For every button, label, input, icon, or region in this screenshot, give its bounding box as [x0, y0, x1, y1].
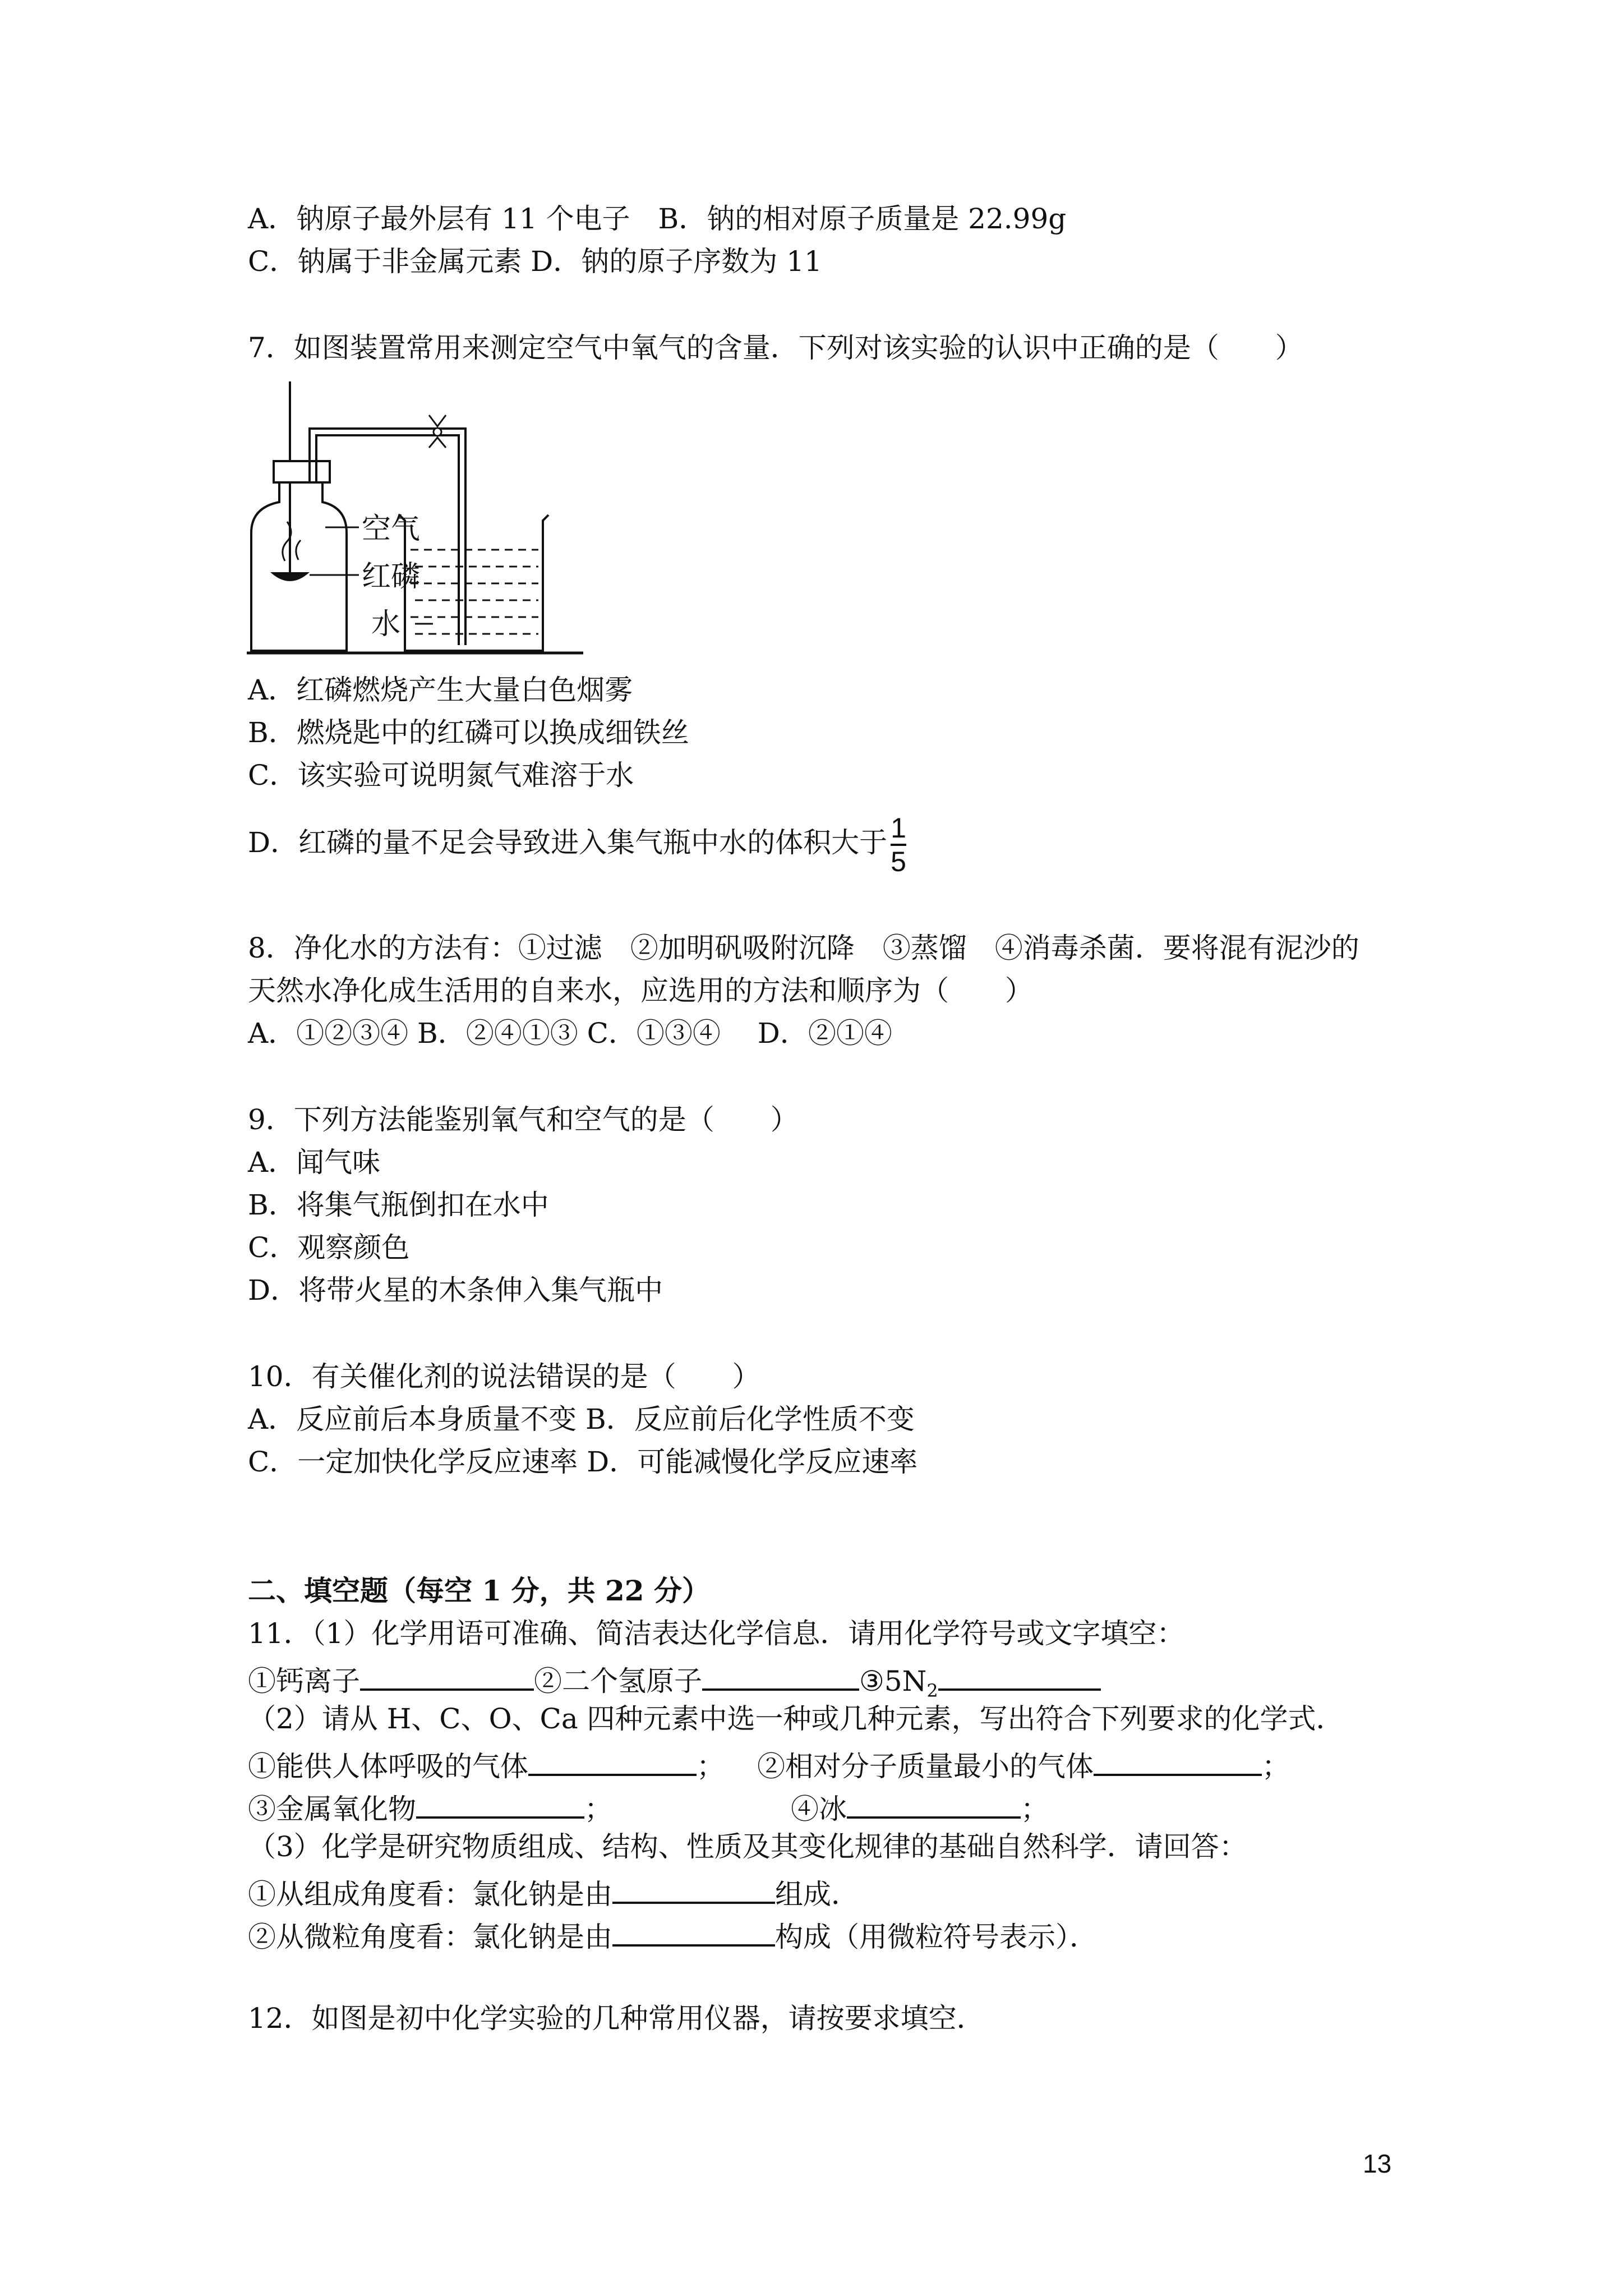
q11-lightest-gas-label: ②相对分子质量最小的气体: [757, 1750, 1094, 1783]
q11-ice-label: ④冰: [791, 1793, 847, 1825]
q11-calcium-ion-label: ①钙离子: [248, 1665, 360, 1697]
q9-option-d: D．将带火星的木条伸入集气瓶中: [248, 1274, 663, 1306]
answer-blank[interactable]: [938, 1659, 1101, 1691]
q8-options: A．①②③④ B．②④①③ C．①③④ D．②①④: [248, 1017, 892, 1050]
q11-part-2: （2）请从 H、C、O、Ca 四种元素中选一种或几种元素，写出符合下列要求的化学式．: [248, 1703, 1344, 1735]
q6-option-line-2: C．钠属于非金属元素 D．钠的原子序数为 11: [248, 245, 822, 278]
section-2-title: 二、填空题（每空 1 分，共 22 分）: [248, 1574, 710, 1607]
answer-blank[interactable]: [702, 1659, 859, 1691]
q11-part-1: 11．（1）化学用语可准确、简洁表达化学信息．请用化学符号或文字填空：: [248, 1617, 1185, 1650]
q11-5n2-label: $③5N_2$: [859, 1665, 938, 1701]
q10-option-line-1: A．反应前后本身质量不变 B．反应前后化学性质不变: [248, 1403, 915, 1435]
q11-part-2-row-1: [248, 1745, 1290, 1783]
answer-blank[interactable]: [360, 1659, 534, 1691]
answer-blank[interactable]: [1094, 1745, 1262, 1776]
answer-blank[interactable]: [416, 1787, 584, 1819]
separator: ；: [1021, 1793, 1049, 1825]
q11-part-3-composition: ①从组成角度看：氯化钠是由 组成．: [248, 1872, 859, 1911]
q11-part-2-row-2: [248, 1787, 1049, 1826]
q11-part-3: （3）化学是研究物质组成、结构、性质及其变化规律的基础自然科学．请回答：: [248, 1830, 1247, 1863]
q7-option-b: B．燃烧匙中的红磷可以换成细铁丝: [248, 716, 689, 749]
answer-blank[interactable]: [847, 1787, 1021, 1819]
fraction-denominator: 5: [891, 846, 906, 877]
q9-option-c: C．观察颜色: [248, 1231, 410, 1264]
separator: ；: [1262, 1750, 1290, 1783]
q7-option-a: A．红磷燃烧产生大量白色烟雾: [248, 674, 633, 706]
q8-stem-line-1: 8．净化水的方法有：①过滤 ②加明矾吸附沉降 ③蒸馏 ④消毒杀菌．要将混有泥沙的: [248, 932, 1359, 964]
q11-metal-oxide-label: ③金属氧化物: [248, 1793, 416, 1825]
q9-stem: 9．下列方法能鉴别氧气和空气的是（ ）: [248, 1103, 799, 1136]
answer-blank[interactable]: [528, 1745, 697, 1776]
label-red-phosphorus: 红磷: [362, 560, 421, 593]
label-water: 水: [371, 608, 401, 641]
q11-breathing-gas-label: ①能供人体呼吸的气体: [248, 1750, 528, 1783]
answer-blank[interactable]: [612, 1915, 775, 1947]
separator: ；: [697, 1750, 725, 1783]
oxygen-content-apparatus-figure: [247, 381, 594, 662]
q7-option-d-text: D．红磷的量不足会导致进入集气瓶中水的体积大于: [248, 826, 888, 859]
q9-option-a: A．闻气味: [248, 1146, 381, 1179]
q6-option-line-1: A．钠原子最外层有 11 个电子 B．钠的相对原子质量是 22.99g: [248, 203, 1067, 235]
q7-option-c: C．该实验可说明氮气难溶于水: [248, 759, 634, 792]
q11-part-3-particles: ②从微粒角度看：氯化钠是由 构成（用微粒符号表示）．: [248, 1915, 1098, 1954]
q11-part-1-blanks: [248, 1659, 1101, 1708]
q7-stem: 7．如图装置常用来测定空气中氧气的含量．下列对该实验的认识中正确的是（ ）: [248, 332, 1303, 364]
q8-stem-line-2: 天然水净化成生活用的自来水，应选用的方法和顺序为（ ）: [248, 974, 1033, 1007]
q11-two-hydrogen-label: ②二个氢原子: [534, 1665, 702, 1697]
q10-option-line-2: C．一定加快化学反应速率 D．可能减慢化学反应速率: [248, 1446, 918, 1478]
fraction-numerator: 1: [891, 812, 906, 844]
answer-blank[interactable]: [612, 1872, 775, 1904]
q7-option-d: [248, 813, 906, 876]
q12-stem: 12．如图是初中化学实验的几种常用仪器，请按要求填空．: [248, 2002, 985, 2035]
fraction-one-fifth: [891, 813, 906, 876]
q10-stem: 10．有关催化剂的说法错误的是（ ）: [248, 1360, 760, 1393]
q9-option-b: B．将集气瓶倒扣在水中: [248, 1189, 549, 1221]
page-number: 13: [1363, 2149, 1392, 2178]
label-air: 空气: [362, 512, 421, 546]
separator: ；: [584, 1793, 612, 1825]
